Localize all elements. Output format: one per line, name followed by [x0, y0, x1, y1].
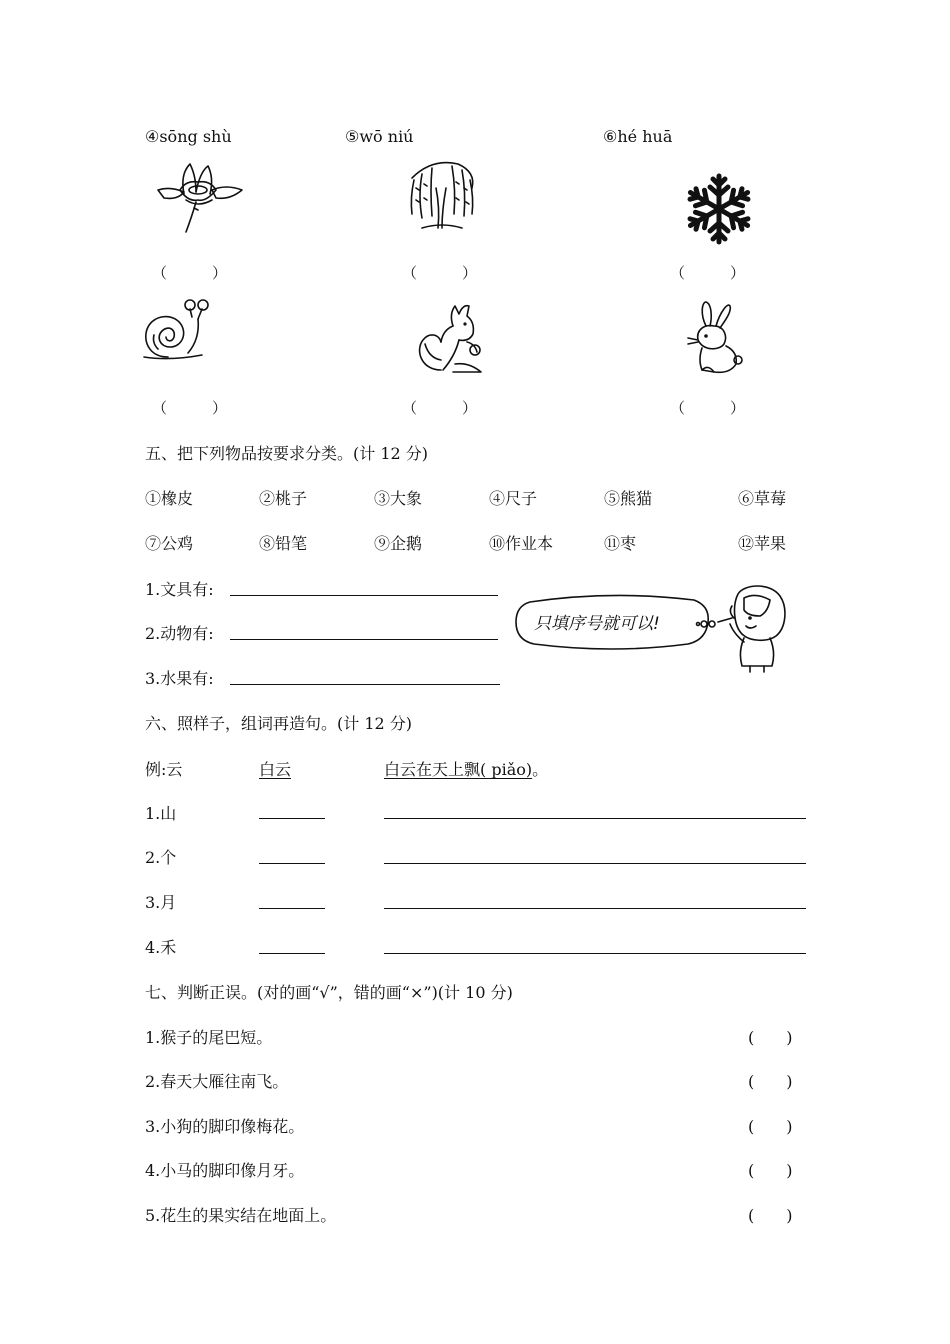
sentence-answer-line[interactable]	[384, 953, 806, 954]
sentence-answer-line[interactable]	[384, 818, 806, 819]
willow-image	[402, 158, 480, 232]
character-prompt: 3.月	[145, 893, 177, 912]
judge-blank[interactable]: ( )	[748, 1161, 793, 1180]
judge-blank[interactable]: ( )	[748, 1072, 793, 1091]
answer-blank-6[interactable]: （ ）	[670, 399, 746, 417]
word-answer-line[interactable]	[259, 818, 325, 819]
statement: 3.小狗的脚印像梅花。	[145, 1117, 305, 1136]
answer-blank-5[interactable]: （ ）	[402, 399, 478, 417]
statement: 4.小马的脚印像月牙。	[145, 1161, 305, 1180]
animal-question: 2.动物有:	[145, 624, 214, 643]
item-label: ⑥草莓	[738, 489, 787, 508]
item-label: ⑧铅笔	[259, 534, 308, 553]
snail-image	[140, 295, 212, 365]
character-prompt: 4.禾	[145, 938, 177, 957]
bubble-text: 只填序号就可以!	[534, 614, 660, 634]
character-prompt: 1.山	[145, 804, 177, 823]
example-label: 例:云	[145, 760, 183, 779]
fruit-answer-line[interactable]	[230, 684, 500, 685]
item-label: ⑪枣	[604, 534, 637, 553]
judge-blank[interactable]: ( )	[748, 1206, 793, 1225]
example-sentence: 白云在天上飘( piǎo)	[384, 760, 533, 779]
section5-title: 五、把下列物品按要求分类。(计 12 分)	[145, 444, 429, 463]
example-sentence-end: 。	[532, 760, 549, 779]
pinyin-label-1: ④sōng shù	[145, 127, 232, 146]
lotus-image	[150, 160, 246, 235]
judge-blank[interactable]: ( )	[748, 1028, 793, 1047]
item-label: ③大象	[374, 489, 423, 508]
stationery-question: 1.文具有:	[145, 580, 214, 599]
sentence-answer-line[interactable]	[384, 908, 806, 909]
statement: 2.春天大雁往南飞。	[145, 1072, 289, 1091]
item-label: ②桃子	[259, 489, 308, 508]
snowflake-image	[680, 173, 758, 245]
word-answer-line[interactable]	[259, 908, 325, 909]
item-label: ⑩作业本	[489, 534, 554, 553]
answer-blank-3[interactable]: （ ）	[670, 264, 746, 282]
item-label: ①橡皮	[145, 489, 194, 508]
fruit-question: 3.水果有:	[145, 669, 214, 688]
item-label: ⑫苹果	[738, 534, 787, 553]
example-word: 白云	[259, 760, 292, 779]
sentence-answer-line[interactable]	[384, 863, 806, 864]
word-answer-line[interactable]	[259, 953, 325, 954]
item-label: ⑤熊猫	[604, 489, 653, 508]
section7-title: 七、判断正误。(对的画“√”，错的画“×”)(计 10 分)	[145, 983, 513, 1002]
statement: 1.猴子的尾巴短。	[145, 1028, 273, 1047]
rabbit-image	[680, 298, 746, 378]
judge-blank[interactable]: ( )	[748, 1117, 793, 1136]
answer-blank-1[interactable]: （ ）	[152, 264, 228, 282]
item-label: ⑦公鸡	[145, 534, 194, 553]
pinyin-label-3: ⑥hé huā	[603, 127, 673, 146]
item-label: ④尺子	[489, 489, 538, 508]
squirrel-image	[413, 300, 491, 378]
section6-title: 六、照样子，组词再造句。(计 12 分)	[145, 714, 413, 733]
statement: 5.花生的果实结在地面上。	[145, 1206, 337, 1225]
pinyin-label-2: ⑤wō niú	[345, 127, 414, 146]
stationery-answer-line[interactable]	[230, 595, 498, 596]
answer-blank-2[interactable]: （ ）	[402, 264, 478, 282]
answer-blank-4[interactable]: （ ）	[152, 399, 228, 417]
girl-image	[698, 582, 793, 674]
word-answer-line[interactable]	[259, 863, 325, 864]
example-sentence-wrap	[384, 757, 548, 780]
character-prompt: 2.个	[145, 848, 177, 867]
item-label: ⑨企鹅	[374, 534, 423, 553]
animal-answer-line[interactable]	[230, 639, 498, 640]
